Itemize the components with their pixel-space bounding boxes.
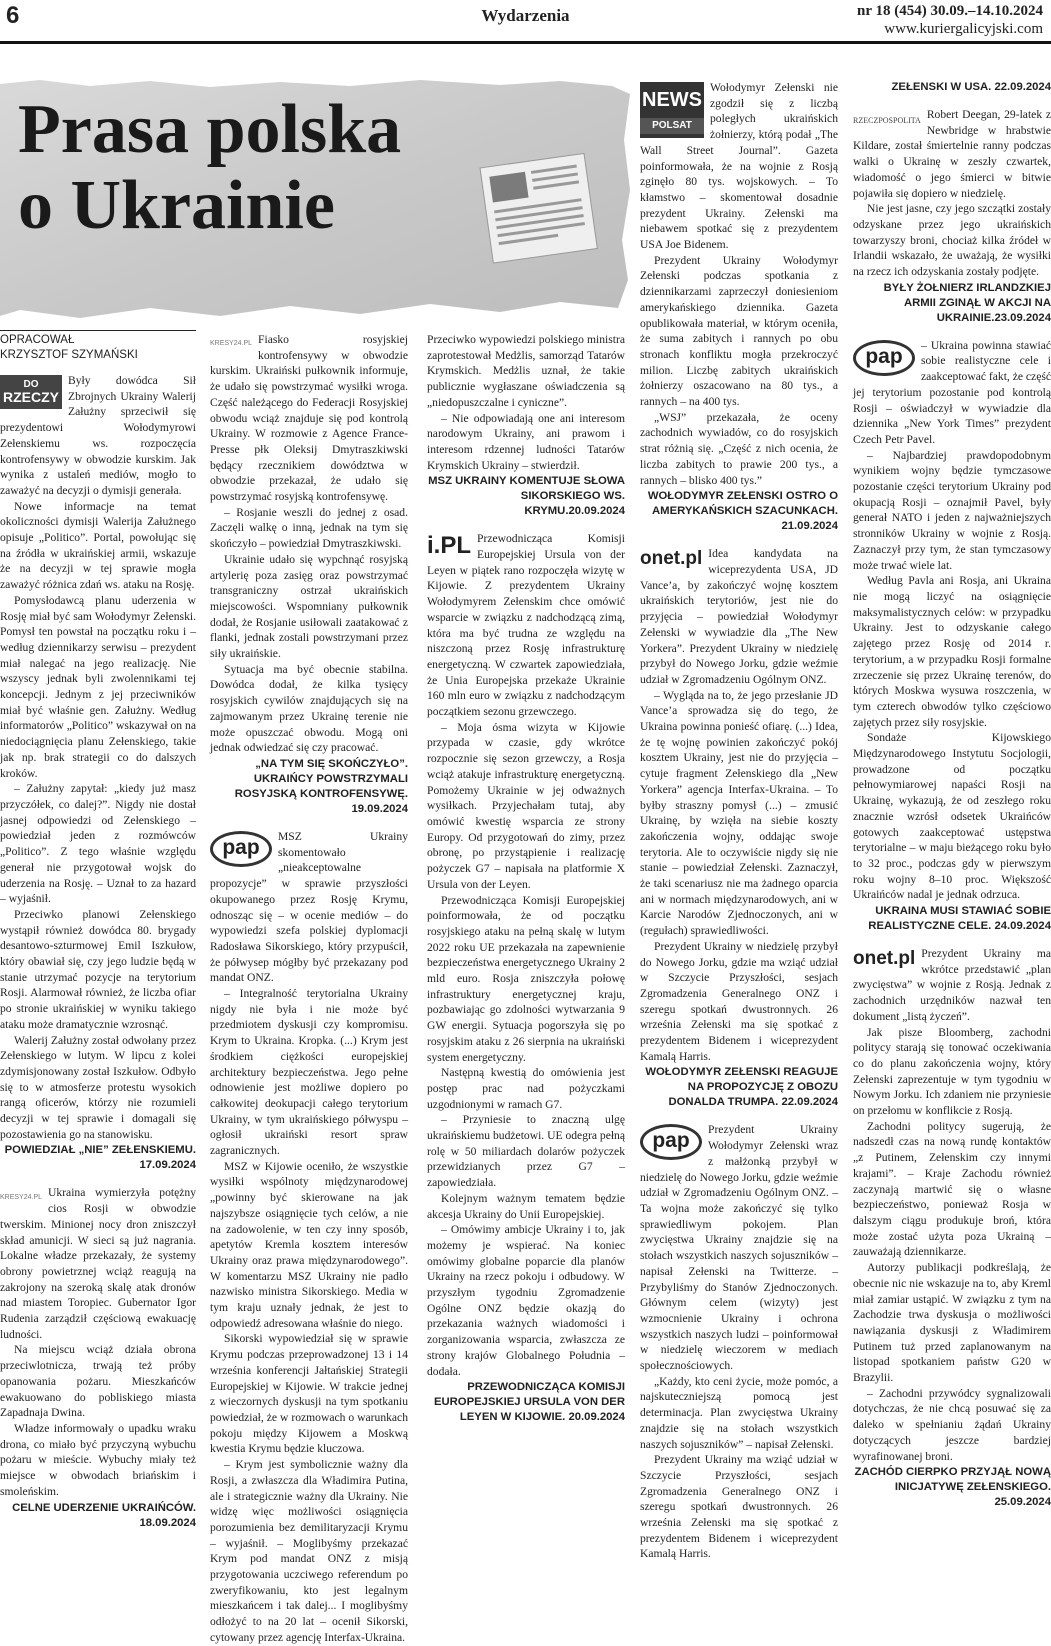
- article-paragraph: – Moja ósma wizyta w Kijowie przypada w czasie, gdy wkrótce rozpocznie się sezon grzewczy, a Rosja wciąż atakuje infrastrukturę energetyczną. Pomożemy Ukrainie w jej odważnych wysiłkach. Przyjechałam tutaj, aby omówić kwestię wsparcia ze strony Europy. Od przygotowań do zimy, przez obronę, po przystąpienie i realizację pożyczek G7 – napisała na platformie X Ursula von der Leyen.: [427, 720, 625, 891]
- article-paragraph: Sytuacja ma być obecnie stabilna. Dowódca dodał, że kilka tysięcy rosyjskich cywilów znajdujących się na zajmowanym przez Ukrainę terenie nie może opuszczać obwodu. Mogą oni jednak odwiedzać się czy pracować.: [210, 662, 408, 755]
- signature-text: „NA TYM SIĘ SKOŃCZYŁO”. UKRAIŃCY POWSTRZYMALI ROSYJSKĄ KONTROFENSYWĘ.: [234, 757, 408, 800]
- signature-date: 20.09.2024: [568, 1411, 625, 1424]
- article-paragraph: Władze informowały o upadku wraku drona, co miało być przyczyną wybuchu pożaru w mieście. Wybuchy miały też miejsce w obwodach briańskim i smoleńskim.: [0, 1422, 196, 1498]
- signature-text: WOŁODYMYR ZEŁENSKI OSTRO O AMERYKAŃSKICH SZACUNKACH.: [647, 490, 838, 518]
- article-paragraph: Fiasko rosyjskiej kontrofensywy w obwodzie kurskim. Ukraiński pułkownik informuje, że udało się powstrzymać wysiłki wroga. Część należącego do Federacji Rosyjskiej obwodu wciąż znajduje się pod kontrolą Ukrainy. W rozmowie z Agence France-Presse płk Oleksij Dmytraszkiwski będący rzecznikiem dowództwa w obwodzie przekazał, że udało się powstrzymać rosyjską kontrofensywę.: [210, 333, 408, 504]
- issue-number: nr 18 (454) 30.09.–14.10.2024: [857, 3, 1043, 19]
- signature-date: 19.09.2024: [351, 802, 408, 815]
- article-paragraph: Sikorski wypowiedział się w sprawie Krymu podczas przeprowadzonej 13 i 14 września konferencji Jałtańskiej Strategii Europejskiej w Kijowie. W trakcie jednej z wieczornych dyskusji na tym spotkaniu powiedział, że w rozmowach o warunkach pokoju między Kijowem a Moskwą kwestia Krymu będzie kluczowa.: [210, 1332, 408, 1456]
- article-paragraph: Przeciwko wypowiedzi polskiego ministra zaprotestował Medżlis, samorząd Tatarów Krymskich. Medżlis uznał, że takie publicznie wygłaszane oświadczenia są „niedopuszczalne i cyniczne”.: [427, 333, 625, 409]
- signature-date: 25.09.2024: [994, 1496, 1051, 1509]
- signature-text: ZACHÓD CIERPKO PRZYJĄŁ NOWĄ INICJATYWĘ ZEŁENSKIEGO.: [854, 1466, 1051, 1494]
- article-signature: [853, 1465, 1051, 1510]
- article-paragraph: – Rosjanie weszli do jednej z osad. Zaczęli walkę o inną, jednak na tym się skończyło – powiedział Dmytraszkiwski.: [210, 505, 408, 551]
- pap-logo: [853, 340, 915, 376]
- article-paragraph: – Załużny zapytał: „kiedy już masz przyczółek, co dalej?”. Nigdy nie dostał jasnej odpowiedzi od Zełenskiego – powiedział jeden z rozmówców „Politico”. Z tego właśnie względu generał nie przygotował wojsk do uderzenia na Rosję. – Uznał to za hazard – wyjaśnił.: [0, 782, 196, 906]
- signature-date: 23.09.2024: [994, 311, 1051, 324]
- signature-text: BYŁY ŻOŁNIERZ IRLANDZKIEJ ARMII ZGINĄŁ W AKCJI NA UKRAINIE.: [883, 281, 1051, 324]
- byline-author: KRZYSZTOF SZYMAŃSKI: [0, 349, 138, 361]
- article-paragraph: Ukraina wymierzyła potężny cios Rosji w obwodzie twerskim. Minionej nocy dron zniszczył skład amunicji. W sieci są już nagrania. Lokalne władze przekazały, że systemy obrony powietrznej wciąż reagują na zakrojony na szeroką skalę atak dronów nad miastem Toropiec. Gubernator Igor Rudenia zarządził częściową ewakuację ludności.: [0, 1186, 196, 1341]
- page-title: [18, 92, 401, 244]
- article-signature: [0, 1501, 196, 1531]
- signature-date: 21.09.2024: [781, 520, 838, 533]
- article-paragraph: MSZ w Kijowie oceniło, że wszystkie wysiłki wspólnoty międzynarodowej „powinny być skierowane na jak najszybsze osiągnięcie tych celów, a nie na zadowolenie, w ten czy inny sposób, apetytów Kremla kosztem interesów Ukrainy oraz prawa międzynarodowego”. W komentarzu MSZ Ukrainy nie padło nazwisko ministra Sikorskiego. Media w tym kraju uznały jednak, że jest to odpowiedź adresowana właśnie do niego.: [210, 1159, 408, 1330]
- byline: [0, 330, 196, 363]
- article-paragraph: „Każdy, kto ceni życie, może pomóc, a najskuteczniejszą pomocą jest determinacja. Plan zwycięstwa Ukrainy znajdzie się na stołach wszystkich naszych sojuszników” – napisał Zełenski.: [640, 1374, 838, 1451]
- signature-text: MSZ UKRAINY KOMENTUJE SŁOWA SIKORSKIEGO WS. KRYMU.: [428, 475, 625, 518]
- article-paragraph: – Przyniesie to znaczną ulgę ukraińskiemu budżetowi. UE odegra pełną rolę w 50 miliardach dolarów pożyczek przewidzianych przez G7 – zapowiedziała.: [427, 1113, 625, 1190]
- article-paragraph: Nowe informacje na temat okoliczności dymisji Walerija Załużnego opisuje „Politico”. Portal, powołując się na źródła w ukraińskiej armii, wskazuje że na decyzji w tej sprawie mogła zaważyć różnica zdań ws. ataku na Rosję.: [0, 499, 196, 592]
- column-2: [210, 332, 408, 1644]
- article-paragraph: Robert Deegan, 29-latek z Newbridge w hrabstwie Kildare, został śmiertelnie ranny podczas walki o Ukrainę w zeszły czwartek, wiadomość o jego śmierci w bitwie pojawiła się dopiero w niedzielę.: [853, 108, 1051, 200]
- header-rule: [0, 41, 1051, 44]
- spacer: [853, 934, 1051, 946]
- article-paragraph: – Najbardziej prawdopodobnym wynikiem wojny będzie tymczasowe pozostanie części terytorium Ukrainy pod okupacją Rosji – oznajmił Pavel, były generał NATO i jeden z najważniejszych stronników Ukrainy w wojnie z Rosją. Zaznaczył przy tym, że stan tymczasowy może trwać wiele lat.: [853, 448, 1051, 572]
- kresy-logo: KRESY24.PL: [0, 1194, 43, 1202]
- column-3: [427, 332, 625, 1630]
- article-paragraph: – Krym jest symbolicznie ważny dla Rosji, a zwłaszcza dla Władimira Putina, ale i strategicznie ważny dla Ukrainy. Nie widzę więc możliwości osiągnięcia porozumienia bez demilitaryzacji Krymu – wyjaśnił. – Moglibyśmy przekazać Krym pod mandat ONZ z misją przygotowania uczciwego referendum po zweryfikowaniu, kto jest legalnym mieszkańcem i tak dalej... I moglibyśmy odłożyć to na 20 lat – ocenił Sikorski, cytowany przez agencję Interfax-Ukraina.: [210, 1458, 408, 1644]
- onet-logo: onet.pl: [853, 948, 916, 970]
- article-paragraph: Wołodymyr Zełenski nie zgodził się z liczbą poległych ukraińskich żołnierzy, którą podał „The Wall Street Journal”. Gazeta poinformowała, że na wojnie z Rosją zginęło 80 tys. wojskowych. – To kłamstwo – skomentował dosadnie prezydent Ukrainy. Zełenski ma niebawem spotkać się z prezydentem USA Joe Bidenem.: [640, 81, 838, 252]
- article-paragraph: Walerij Załużny został odwołany przez Zełenskiego w lutym. W lipcu z kolei zdymisjonowany został Iszkułow. Odbyło się to w atmosferze protestu wysokich rangą oficerów, którzy nie rozumieli decyzji w tej sprawie i domagali się pozostawienia go na stanowisku.: [0, 1033, 196, 1141]
- spacer: [427, 519, 625, 531]
- pap-logo: [210, 831, 272, 867]
- article-paragraph: Zachodni politycy sugerują, że nadszedł czas na nową rundę kontaktów „z Putinem, Zełenskim czy innymi krajami”. – Kraje Zachodu również zaczynają martwić się o własne bezpieczeństwo, ponieważ Rosja w dalszym ciągu produkuje broń, która może zostać użyta poza Ukrainą – zauważają dziennikarze.: [853, 1119, 1051, 1259]
- issue-info: [857, 2, 1043, 38]
- dorzeczy-logo: [0, 375, 62, 409]
- article-paragraph: Prezydent Ukrainy Wołodymyr Zełenski wraz z małżonką przybył w niedzielę do Nowego Jorku, gdzie weźmie udział w Zgromadzeniu Ogólnym ONZ. – Ta wojna może zakończyć się tylko sprawiedliwym pokojem. Plan zwycięstwa Ukrainy znajdzie się na stołach wszystkich naszych sojuszników – napisał Zełenski na Twitterze. – Przybyliśmy do Stanów Zjednoczonych. Głównym celem (wizyty) jest wzmocnienie Ukrainy i ochrona wszystkich naszych ludzi – poinformował w niedzielę wieczorem w mediach społecznościowych.: [640, 1123, 838, 1373]
- article-paragraph: Według Pavla ani Rosja, ani Ukraina nie mogą liczyć na osiągnięcie maksymalistycznych celów: w przypadku Ukrainy. Jest to odzyskanie całego zajętego przez Rosję od 2014 r. terytorium, a w przypadku Rosji formalne zrzeczenie się przez Ukrainę terenów, do których Moskwa wysuwa roszczenia, w tym czterech obwodów tylko częściowo zajętych przez siły rosyjskie.: [853, 574, 1051, 729]
- article-paragraph: Przeciwko planowi Zełenskiego wystąpił również dowódca 80. brygady desantowo-szturmowej Emil Iszkułow, który obawiał się, czy jego ludzie będą w stanie utrzymać pozycje na terytorium Rosji. Alarmował również, że liczba ofiar po stronie ukraińskiej w wyniku takiego ataku może dramatycznie wzrosnąć.: [0, 907, 196, 1031]
- logo-text: RZECZY: [3, 389, 59, 405]
- signature-date: 20.09.2024: [568, 505, 625, 518]
- article-paragraph: Pomysłodawcą planu uderzenia w Rosję miał być sam Wołodymyr Zełenski. Pomysł ten powstał na początku roku i – według dziennikarzy serwisu – prezydent miał nalegać na jego realizację. Nie wszyscy jednak byli zwolennikami tej koncepcji. Jednym z jej przeciwników miał być właśnie gen. Załużny. Według informatorów „Politico” wskazywał on na niedociągnięcia planu Zełenskiego, takie jak np. brak strategii co do dalszych kroków.: [0, 593, 196, 780]
- signature-text: PRZEWODNICZĄCA KOMISJI EUROPEJSKIEJ URSULA VON DER LEYEN W KIJOWIE.: [433, 1381, 625, 1424]
- logo-text: DO: [23, 379, 39, 390]
- logo-text: pap: [222, 835, 260, 859]
- article-paragraph: Idea kandydata na wiceprezydenta USA, JD Vance’a, by zakończyć wojnę kosztem ukraińskich terytoriów, jest nie do przyjęcia – powiedział Wołodymyr Zełenski w wywiadzie dla „The New Yorkera”. Prezydent Ukrainy w niedzielę przybył do Nowego Jorku, gdzie weźmie udział w Zgromadzeniu Ogólnym ONZ.: [640, 547, 838, 686]
- spacer: [853, 95, 1051, 107]
- spacer: [0, 1173, 196, 1185]
- article-paragraph: Przewodnicząca Komisji Europejskiej poinformowała, że od początku rosyjskiego ataku na pełną skalę w lutym 2022 roku UE przekazała na zapewnienie bezpieczeństwa energetycznego Ukrainy 2 mld euro. Rosja zniszczyła połowę infrastruktury energetycznej kraju, pozbawiając go zdolności wytwarzania 9 GW energii. Sytuacja pogorszyła się po rosyjskim ataku z 26 sierpnia na ukraiński system energetyczny.: [427, 893, 625, 1064]
- article-signature: [853, 281, 1051, 326]
- signature-text: WOŁODYMYR ZEŁENSKI REAGUJE NA PROPOZYCJĘ Z OBOZU DONALDA TRUMPA.: [645, 1066, 838, 1109]
- ipl-logo: i.PL: [427, 532, 472, 560]
- website-url[interactable]: www.kuriergalicyjski.com: [884, 21, 1043, 37]
- article-paragraph: Prezydent Ukrainy w niedzielę przybył do Nowego Jorku, gdzie ma wziąć udział w Szczycie Przyszłości, sesjach Zgromadzenia Generalnego ONZ i szeregu spotkań dwustronnych. 26 września Zełenski ma się spotkać z prezydentem Bidenem i wiceprezydent Kamalą Harris.: [640, 939, 838, 1063]
- article-paragraph: – Integralność terytorialna Ukrainy nigdy nie była i nie może być przedmiotem dyskusji czy kompromisu. Krym to Ukraina. Kropka. (...) Krym jest środkiem ciężkości europejskiej architektury bezpieczeństwa. Jego pełne odnowienie jest możliwe dopiero po całkowitej deokupacji całego terytorium Ukrainy, w tym ukraińskiego półwyspu – ogłosił ukraiński resort spraw zagranicznych.: [210, 987, 408, 1158]
- rzeczpospolita-logo: RZECZPOSPOLITA: [853, 116, 921, 125]
- spacer: [210, 817, 408, 829]
- article-paragraph: Na miejscu wciąż działa obrona przeciwlotnicza, trwają też próby opanowania pożaru. Mieszkańców ewakuowano do pobliskiego miasta Zapadnaja Dwina.: [0, 1343, 196, 1420]
- column-5: [853, 80, 1051, 1630]
- logo-text: NEWS: [642, 89, 702, 111]
- article-signature: [0, 1143, 196, 1173]
- article-signature: [853, 80, 1051, 95]
- article-paragraph: MSZ Ukrainy skomentowało „nieakceptowalne propozycje” w sprawie przyszłości okupowanego przez Rosję Krymu, odnosząc się – w ocenie mediów – do wypowiedzi szefa polskiej dyplomacji Radosława Sikorskiego, który przypuścił, że półwysep mógłby być przekazany pod mandat ONZ.: [210, 829, 408, 985]
- signature-date: 22.09.2024: [781, 1096, 838, 1109]
- logo-text: POLSAT: [640, 118, 704, 134]
- signature-text: POWIEDZIAŁ „NIE” ZEŁENSKIEMU.: [4, 1144, 196, 1157]
- logo-text: pap: [652, 1129, 690, 1153]
- article-signature: [853, 904, 1051, 934]
- page-number: 6: [6, 2, 20, 29]
- article-paragraph: – Omówimy ambicje Ukrainy i to, jak możemy je wspierać. Na koniec omówimy globalne poparcie dla planów Ukrainy na rzecz pokoju i odbudowy. W przyszłym tygodniu Zgromadzenie Ogólne ONZ będzie okazją do przekazania ważnych wiadomości i zorganizowania wsparcia, zwłaszcza ze strony krajów Globalnego Południa – dodała.: [427, 1223, 625, 1378]
- title-line-2: o Ukrainie: [18, 167, 335, 244]
- article-paragraph: Następną kwestią do omówienia jest postęp prac nad pożyczkami uzgodnionymi w ramach G7.: [427, 1066, 625, 1111]
- kresy-logo: KRESY24.PL: [210, 340, 253, 347]
- signature-text: UKRAINA MUSI STAWIAĆ SOBIE REALISTYCZNE CELE.: [868, 905, 1051, 933]
- article-paragraph: Prezydent Ukrainy Wołodymyr Zełenski podczas spotkania z dziennikarzami zaprzeczył doniesieniom amerykańskiego dziennika. Gazeta opublikowała materiał, w którym oceniła, że suma zabitych i rannych po obu stronach konfliktu mogła przekroczyć milion. Liczbę zabitych ukraińskich żołnierzy oszacowano na 80 tys., a rannych – na 400 tys.: [640, 253, 838, 409]
- signature-text: CELNE UDERZENIE UKRAIŃCÓW.: [12, 1501, 196, 1514]
- article-signature: [640, 489, 838, 534]
- article-signature: [210, 757, 408, 817]
- spacer: [640, 534, 838, 546]
- article-paragraph: Prezydent Ukrainy ma wziąć udział w Szczycie Przyszłości, sesjach Zgromadzenia Generalnego ONZ i szeregu spotkań dwustronnych. 26 września Zełenski ma się spotkać z prezydentem Bidenem i wiceprezydent Kamalą Harris.: [640, 1453, 838, 1561]
- spacer: [640, 1110, 838, 1122]
- article-signature: [640, 1065, 838, 1110]
- article-paragraph: – Nie odpowiadają one ani interesom narodowym Ukrainy, ani prawom i interesom rdzennej ludności Tatarów Krymskich Ukrainy – stwierdził.: [427, 411, 625, 472]
- polsat-news-logo: [640, 82, 704, 138]
- article-paragraph: Autorzy publikacji podkreślają, że obecnie nic nie wskazuje na to, aby Kreml miał zamiar ustąpić. W związku z tym na Zachodzie trwa dyskusja o możliwości nawiązania dyskusji z Władimirem Putinem tuż przed zaplanowanym na listopad spotkaniem państw G20 w Brazylii.: [853, 1261, 1051, 1385]
- title-line-1: Prasa polska: [18, 91, 402, 168]
- article-paragraph: Jak pisze Bloomberg, zachodni politycy starają się tonować oczekiwania co do planu zakończenia wojny, który Zełenski zaprezentuje w tym tygodniu w Nowym Jorku. Ich zdaniem nie przyniesie on przełomu w konflikcie z Rosją.: [853, 1025, 1051, 1118]
- spacer: [853, 326, 1051, 338]
- signature-date: 17.09.2024: [139, 1159, 196, 1172]
- article-paragraph: Przewodnicząca Komisji Europejskiej Ursula von der Leyen w piątek rano rozpoczęła wizytę w Kijowie. Z prezydentem Ukrainy Wołodymyrem Zełenskim chce omówić wsparcie w związku z nadchodzącą zimą, która ma być trudna ze względu na niszczoną przez Rosję infrastrukturę energetyczną. W czwartek zapowiedziała, że Unia Europejska przekaże Ukrainie 160 mln euro w związku z nadchodzącym początkiem sezonu grzewczego.: [427, 532, 625, 719]
- signature-text: ZEŁENSKI W USA.: [891, 81, 992, 93]
- article-paragraph: Były dowódca Sił Zbrojnych Ukrainy Walerij Załużny sprzeciwił się prezydentowi Wołodymyrowi Zełenskiemu ws. rozpoczęcia kontrofensywy w obwodzie kurskim. Jak wynika z ustaleń mediów, mogło to zaważyć na decyzji o dymisji generała.: [0, 374, 196, 497]
- article-paragraph: Sondaże Kijowskiego Międzynarodowego Instytutu Socjologii, prowadzone od początku pełnowymiarowej napaści Rosji na Ukrainę, wykazują, że od zeszłego roku znacznie wzrósł odsetek Ukraińców gotowych zaakceptować ustępstwa terytorialne – w maju bieżącego roku było to 32 proc., podczas gdy w pierwszym roku wojny 8–10 proc. Większość Ukraińców nadal je jednak odrzuca.: [853, 731, 1051, 902]
- article-signature: [427, 474, 625, 519]
- article-paragraph: Nie jest jasne, czy jego szczątki zostały odzyskane przez jego ukraińskich towarzyszy broni, chociaż kilka źródeł w Irlandii wskazało, że uważają, że wysiłki na rzecz ich odzyskania zostały podjęte.: [853, 202, 1051, 279]
- article-paragraph: „WSJ” przekazała, że oceny zachodnich wywiadów, co do rosyjskich strat różnią się. „Część z nich ocenia, że liczba zabitych to prawie 200 tys., a rannych – blisko 400 tys.”: [640, 410, 838, 487]
- article-paragraph: – Zachodni przywódcy sygnalizowali dotychczas, że nie chcą posuwać się za daleko w spełnianiu żądań Ukrainy dotyczących jeszcze bardziej wyrafinowanej broni.: [853, 1386, 1051, 1463]
- article-paragraph: Kolejnym ważnym tematem będzie akcesja Ukrainy do Unii Europejskiej.: [427, 1191, 625, 1221]
- article-paragraph: Prezydent Ukrainy ma wkrótce przedstawić „plan zwycięstwa” w wojnie z Rosją. Jednak z zachodnich urzędników nazwał ten dokument „listą życzeń”.: [853, 947, 1051, 1023]
- article-signature: [427, 1380, 625, 1425]
- article-paragraph: – Wygląda na to, że jego przesłanie JD Vance’a sprowadza się do tego, że Ukraina powinna ponieść ofiarę. (...) Idea, że tę wojnę powinien zakończyć pokój kosztem Ukrainy, jest nie do przyjęcia – cytuje fragment Zełenskiego dla „New Yorkera” agencja Interfax-Ukraina. – To byłby straszny pomysł (...) – zmusić Ukrainę, by wzięła na siebie koszty zakończenia wojny, oddając swoje terytoria. Ale to oczywiście nigdy się nie stanie – powiedział Zełenski. Zaznaczył, że taki scenariusz nie ma żadnego oparcia ani w normach międzynarodowych, ani w Karcie Narodów Zjednoczonych, ani w (regułach) sprawiedliwości.: [640, 688, 838, 938]
- column-1: [0, 330, 196, 1630]
- logo-text: pap: [865, 344, 903, 368]
- signature-date: 22.09.2024: [994, 81, 1051, 93]
- onet-logo: onet.pl: [640, 548, 703, 570]
- newspaper-icon: [480, 153, 597, 263]
- signature-date: 24.09.2024: [994, 920, 1051, 933]
- section-title: Wydarzenia: [481, 6, 570, 25]
- column-4: [640, 80, 838, 1630]
- signature-date: 18.09.2024: [139, 1516, 196, 1529]
- byline-role: OPRACOWAŁ: [0, 334, 75, 346]
- article-paragraph: Ukrainie udało się wypchnąć rosyjską artylerię poza zasięg oraz powstrzymać transgraniczny ostrzał ukraińskich miejscowości. Wspomniany pułkownik dodał, że Rosjanie usiłowali zaatakować z flanki, jednak zostali powstrzymani przez siły ukraińskie.: [210, 552, 408, 661]
- article-paragraph: – Ukraina powinna stawiać sobie realistyczne cele i zaakceptować fakt, że część jej terytorium pozostanie pod kontrolą Rosji – oświadczył w wywiadzie dla dziennika „New York Times” prezydent Czech Petr Pavel.: [853, 338, 1051, 446]
